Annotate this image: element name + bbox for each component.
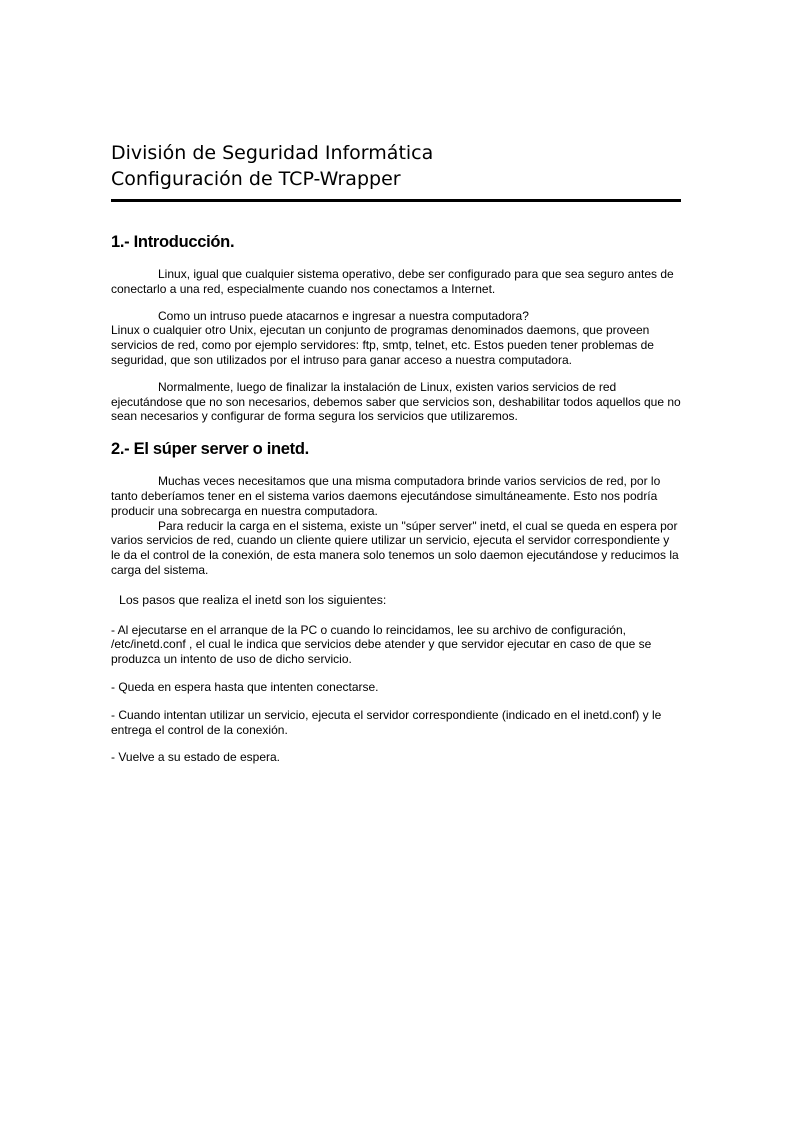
section-1-paragraph: Normalmente, luego de finalizar la instalación de Linux, existen varios servicios de red ejecutándose que no son necesarios, debemos saber que servicios son, deshabilitar todos aquellos que no sean necesarios y configurar de forma segura los servicios que utilizaremos. bbox=[111, 379, 681, 424]
section-2-paragraph: Muchas veces necesitamos que una misma computadora brinde varios servicios de red, por lo tanto deberíamos tener en el sistema varios daemons ejecutándose simultáneamente. Esto nos podría producir una sobrecarga en nuestra computadora. bbox=[111, 474, 661, 518]
section-2-paragraph: Para reducir la carga en el sistema, existe un "súper server" inetd, el cual se queda en espera por varios servicios de red, cuando un cliente quiere utilizar un servicio, ejecuta el servidor correspondiente y le da el control de la conexión, de esta manera solo tenemos un solo daemon ejecutándose y reducimos la carga del sistema. bbox=[111, 518, 679, 577]
steps-intro: Los pasos que realiza el inetd son los siguientes: bbox=[119, 592, 387, 607]
section-1-paragraph: Linux, igual que cualquier sistema operativo, debe ser configurado para que sea seguro antes de conectarlo a una red, especialmente cuando nos conectamos a Internet. bbox=[111, 267, 674, 296]
section-1-question: Como un intruso puede atacarnos e ingresar a nuestra computadora? bbox=[158, 308, 529, 323]
division-title: División de Seguridad Informática bbox=[111, 142, 434, 164]
header-divider bbox=[111, 199, 681, 202]
step-item: - Cuando intentan utilizar un servicio, ejecuta el servidor correspondiente (indicado en el inetd.conf) y le entrega el control de la conexión. bbox=[111, 707, 662, 737]
document-page bbox=[111, 140, 681, 765]
section-2-heading: 2.- El súper server o inetd. bbox=[111, 440, 309, 459]
section-1-heading: 1.- Introducción. bbox=[111, 233, 235, 251]
step-item: - Vuelve a su estado de espera. bbox=[111, 750, 280, 765]
document-title: Configuración de TCP-Wrapper bbox=[111, 168, 401, 190]
step-item: - Queda en espera hasta que intenten conectarse. bbox=[111, 679, 379, 694]
step-item: - Al ejecutarse en el arranque de la PC o cuando lo reincidamos, lee su archivo de configuración, /etc/inetd.conf , el cual le indica que servicios debe atender y que servidor ejecutar en caso de que se produzca un intento de uso de dicho servicio. bbox=[111, 622, 652, 667]
document-header bbox=[111, 140, 681, 202]
section-1-paragraph: Linux o cualquier otro Unix, ejecutan un conjunto de programas denominados daemons, que proveen servicios de red, como por ejemplo servidores: ftp, smtp, telnet, etc. Estos pueden tener problemas de seguridad, que son utilizados por el intruso para ganar acceso a nuestra computadora. bbox=[111, 323, 654, 367]
